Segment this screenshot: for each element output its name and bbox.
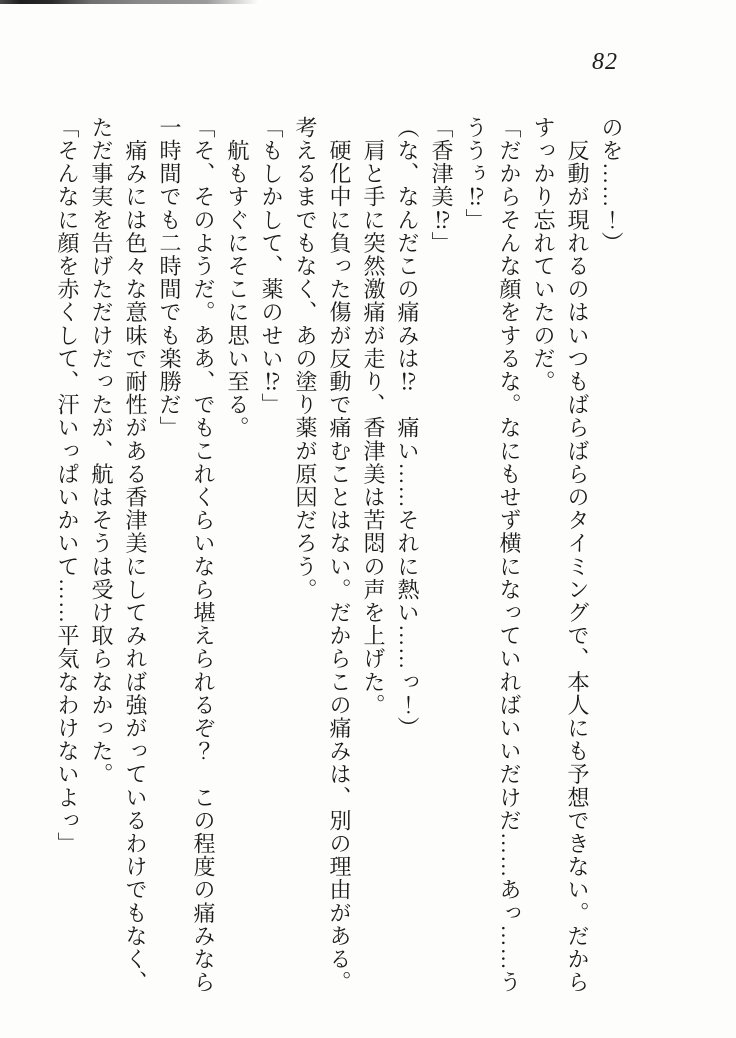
text-line: 肩と手に突然激痛が走り、香津美は苦悶の声を上げた。 — [361, 116, 386, 717]
scan-artifact-line — [0, 0, 258, 4]
text-line: 考えるまでもなく、あの塗り薬が原因だろう。 — [293, 116, 318, 602]
text-line: のを……！） — [599, 116, 624, 255]
text-line: 「そ、そのようだ。ああ、でもこれくらいなら堪えられるぞ？ この程度の痛みなら — [191, 116, 216, 994]
text-line: 一時間でも二時間でも楽勝だ」 — [157, 116, 182, 440]
text-line: すっかり忘れていたのだ。 — [531, 116, 556, 394]
text-line: ううぅ⁉」 — [463, 116, 488, 232]
text-line: 反動が現れるのはいつもばらばらのタイミングで、本人にも予想できない。だから — [565, 116, 590, 994]
text-line: 航もすぐにそこに思い至る。 — [225, 116, 250, 440]
page-text — [50, 116, 628, 1000]
page-number: 82 — [592, 49, 618, 75]
text-line: 「香津美⁉」 — [429, 116, 454, 255]
text-line: 「そんなに顔を赤くして、汗いっぱいかいて……平気なわけないよっ」 — [55, 116, 80, 856]
text-line: 硬化中に負った傷が反動で痛むことはない。だからこの痛みは、別の理由がある。 — [327, 116, 352, 994]
text-line: ただ事実を告げただけだったが、航はそうは受け取らなかった。 — [89, 116, 114, 786]
text-line: 痛みには色々な意味で耐性がある香津美にしてみれば強がっているわけでもなく、 — [123, 116, 148, 994]
text-line: 「だからそんな顔をするな。なにもせず横になっていればいいだけだ……あっ……う — [497, 116, 522, 994]
text-line: 「もしかして、薬のせい⁉」 — [259, 116, 284, 417]
text-line: （な、なんだこの痛みは⁉ 痛い……それに熱い……っ！） — [395, 116, 420, 740]
